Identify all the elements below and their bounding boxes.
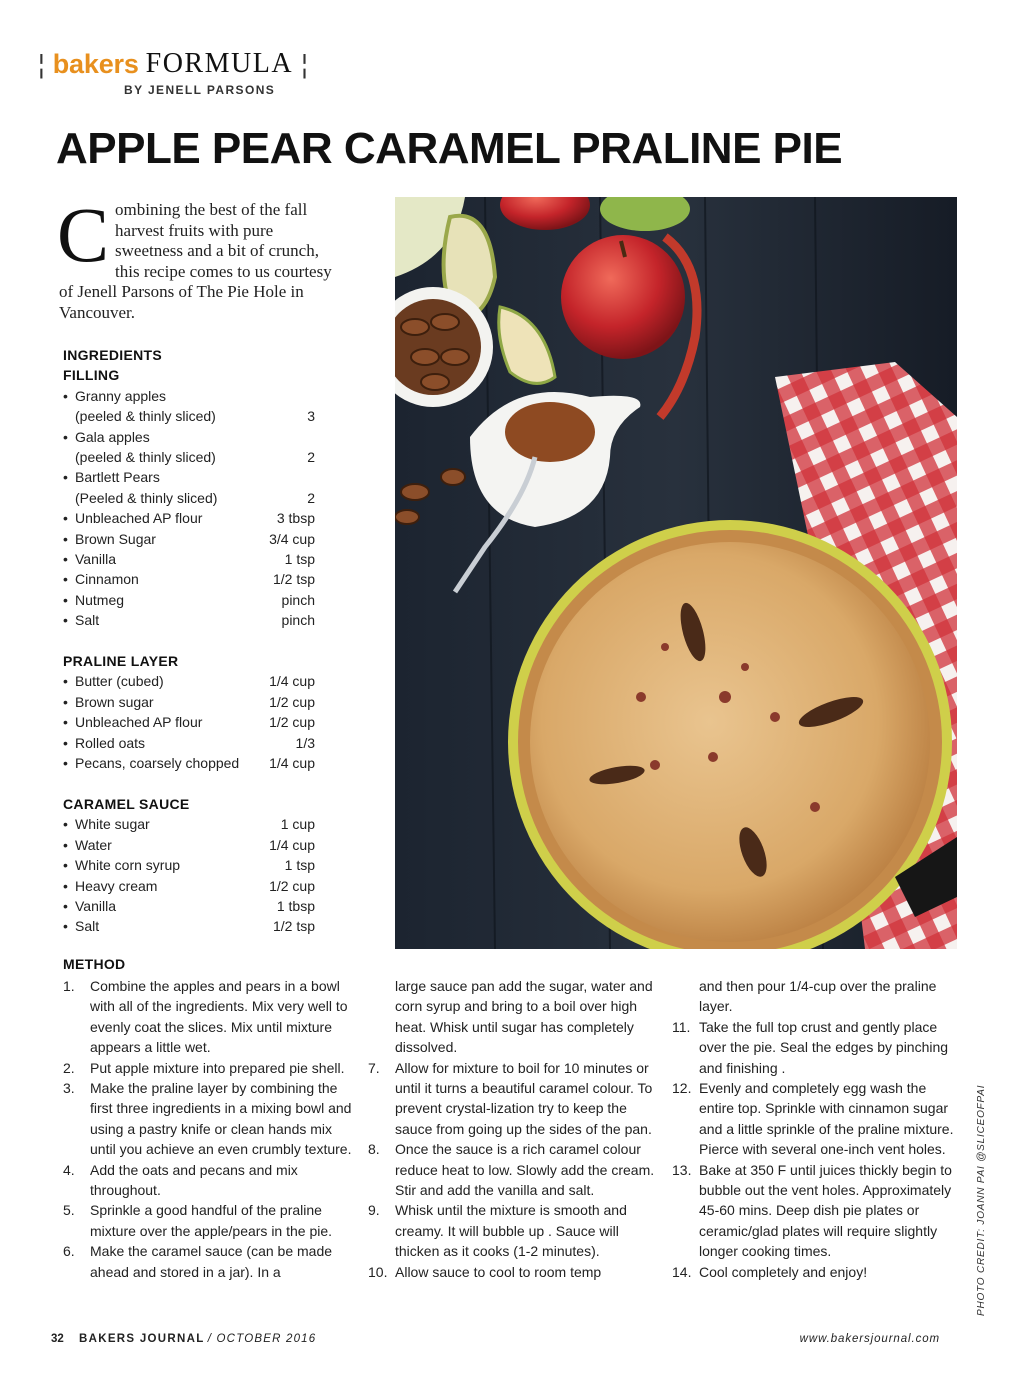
step-number: 13. bbox=[672, 1161, 692, 1178]
pie-photo bbox=[395, 197, 957, 949]
ingredient-name: • Salt bbox=[63, 610, 99, 630]
step-number: 1. bbox=[63, 978, 75, 994]
method-step bbox=[63, 976, 355, 1058]
ingredient-quantity: 1/4 cup bbox=[269, 836, 315, 853]
method-heading: METHOD bbox=[63, 956, 126, 972]
step-number: 12. bbox=[672, 1080, 692, 1097]
step-text: Take the full top crust and gently place over the pie. Seal the edges by pinching and finishing . bbox=[699, 1018, 949, 1076]
ingredient-name: • Vanilla bbox=[63, 896, 116, 916]
ingredient-row bbox=[63, 876, 315, 896]
method-step bbox=[672, 1160, 964, 1262]
article-title: APPLE PEAR CARAMEL PRALINE PIE bbox=[56, 124, 843, 173]
step-number: 11. bbox=[672, 1018, 691, 1035]
method-step-10-continued: and then pour 1/4-cup over the praline layer. bbox=[699, 978, 937, 1015]
step-number: 4. bbox=[63, 1161, 75, 1178]
ingredient-row bbox=[63, 916, 315, 936]
ingredient-name: • Nutmeg bbox=[63, 590, 124, 610]
ingredient-quantity: 1/4 cup bbox=[269, 755, 315, 772]
ingredient-name: • Gala apples bbox=[63, 427, 150, 447]
ingredient-quantity: 2 bbox=[307, 449, 315, 466]
step-text: Whisk until the mixture is smooth and creamy. It will bubble up . Sauce will thicken as it cooks (1-2 minutes). bbox=[395, 1202, 627, 1260]
ingredient-row bbox=[63, 447, 315, 467]
ingredient-row bbox=[63, 896, 315, 916]
ingredient-name: • Rolled oats bbox=[63, 733, 145, 753]
filling-heading: FILLING bbox=[63, 367, 120, 384]
method-step bbox=[63, 1160, 355, 1201]
ingredient-name: • Granny apples bbox=[63, 386, 166, 406]
step-text: Once the sauce is a rich caramel colour reduce heat to low. Slowly add the cream. Stir and add the vanilla and salt. bbox=[395, 1141, 655, 1199]
method-step bbox=[63, 1241, 355, 1282]
ingredient-name: • Brown sugar bbox=[63, 692, 154, 712]
ingredient-name: (peeled & thinly sliced) bbox=[75, 449, 216, 466]
step-number: 3. bbox=[63, 1080, 75, 1097]
ingredient-name: • Unbleached AP flour bbox=[63, 712, 202, 732]
ingredient-row bbox=[63, 692, 315, 712]
step-number: 7. bbox=[368, 1059, 380, 1076]
step-text: Sprinkle a good handful of the praline mixture over the apple/pears in the pie. bbox=[90, 1202, 333, 1239]
ingredient-row bbox=[63, 508, 315, 528]
byline: BY JENELL PARSONS bbox=[124, 83, 276, 97]
ingredient-name: • Pecans, coarsely chopped bbox=[63, 753, 239, 773]
ingredient-name: • Water bbox=[63, 835, 112, 855]
ingredient-row bbox=[63, 835, 315, 855]
ingredient-name: (peeled & thinly sliced) bbox=[75, 408, 216, 425]
ingredient-row bbox=[63, 814, 315, 834]
ingredients-list bbox=[63, 345, 315, 937]
ingredient-quantity: 2 bbox=[307, 489, 315, 506]
step-text: Make the praline layer by combining the first three ingredients in a mixing bowl and using a pastry knife or clean hands mix until you achieve an even crumbly texture. bbox=[90, 1080, 352, 1158]
praline-rows bbox=[63, 671, 315, 773]
method-step bbox=[672, 1078, 964, 1160]
ingredient-quantity: 1 cup bbox=[280, 816, 315, 833]
step-text: Bake at 350 F until juices thickly begin to bubble out the vent holes. Approximately 45-60 mins. Deep dish pie plates or ceramic/glad plates will require slightly longer cooking times. bbox=[699, 1161, 952, 1260]
ingredient-quantity: 1/3 bbox=[295, 734, 315, 751]
masthead-formula: FORMULA bbox=[145, 48, 294, 79]
method-step bbox=[368, 1200, 660, 1261]
method-step bbox=[672, 1017, 964, 1078]
journal-name: BAKERS JOURNAL bbox=[79, 1333, 205, 1345]
step-text: Allow for mixture to boil for 10 minutes or until it turns a beautiful caramel colour. To prevent crystal-lization try to keep the sauce from going up the sides of the pan. bbox=[395, 1059, 653, 1137]
intro-text: ombining the best of the fall harvest fruits with pure sweetness and a bit of crunch, this recipe comes to us courtesy of Jenell Parsons of The Pie Hole in Vancouver. bbox=[59, 200, 332, 322]
step-number: 2. bbox=[63, 1059, 75, 1076]
praline-heading: PRALINE LAYER bbox=[63, 653, 179, 670]
step-number: 9. bbox=[368, 1202, 380, 1219]
ingredient-name: • White sugar bbox=[63, 814, 150, 834]
page-number: 32 bbox=[51, 1333, 64, 1345]
step-text: Make the caramel sauce (can be made ahead and stored in a jar). In a bbox=[90, 1243, 333, 1280]
ingredient-row bbox=[63, 467, 315, 487]
ingredient-row bbox=[63, 610, 315, 630]
ingredient-row bbox=[63, 733, 315, 753]
method-step bbox=[63, 1078, 355, 1160]
method-step bbox=[63, 1058, 355, 1078]
footer-publication bbox=[51, 1333, 316, 1345]
masthead-divider-right: ¦ bbox=[301, 49, 308, 79]
website-url: www.bakersjournal.com bbox=[799, 1333, 940, 1345]
ingredient-name: • Vanilla bbox=[63, 549, 116, 569]
ingredient-quantity: 3/4 cup bbox=[269, 530, 315, 547]
ingredient-row bbox=[63, 386, 315, 406]
ingredient-row bbox=[63, 569, 315, 589]
ingredient-quantity: 3 tbsp bbox=[276, 510, 315, 527]
step-number: 14. bbox=[672, 1263, 692, 1280]
ingredient-row bbox=[63, 427, 315, 447]
ingredient-quantity: 1/2 tsp bbox=[272, 918, 315, 935]
ingredient-name: • Bartlett Pears bbox=[63, 467, 160, 487]
ingredient-quantity: 1/2 cup bbox=[269, 877, 315, 894]
method-step-6-continued: large sauce pan add the sugar, water and corn syrup and bring to a boil over high heat. Whisk until sugar has completely dissolved. bbox=[395, 978, 653, 1056]
step-number: 5. bbox=[63, 1202, 75, 1219]
ingredient-row bbox=[63, 753, 315, 773]
masthead bbox=[38, 44, 308, 84]
step-text: Evenly and completely egg wash the entire top. Sprinkle with cinnamon sugar and a little sprinkle of the praline mixture. Pierce with several one-inch vent holes. bbox=[699, 1080, 954, 1158]
ingredient-quantity: pinch bbox=[281, 612, 315, 629]
method-step bbox=[368, 1262, 660, 1282]
ingredient-quantity: 1/4 cup bbox=[269, 673, 315, 690]
intro-paragraph bbox=[57, 191, 344, 323]
step-number: 8. bbox=[368, 1141, 380, 1158]
ingredient-row bbox=[63, 712, 315, 732]
method-step bbox=[672, 1262, 964, 1282]
ingredient-row bbox=[63, 529, 315, 549]
ingredient-row bbox=[63, 671, 315, 691]
masthead-divider-left: ¦ bbox=[38, 49, 45, 79]
step-text: Combine the apples and pears in a bowl with all of the ingredients. Mix very well to evenly coat the slices. Mix until mixture appears a little wet. bbox=[90, 978, 348, 1056]
ingredient-name: • Salt bbox=[63, 916, 99, 936]
ingredient-quantity: 1 tbsp bbox=[276, 897, 315, 914]
ingredient-quantity: 1/2 cup bbox=[269, 693, 315, 710]
ingredient-quantity: 1/2 tsp bbox=[272, 571, 315, 588]
ingredients-heading: INGREDIENTS bbox=[63, 347, 162, 363]
ingredient-row bbox=[63, 590, 315, 610]
ingredient-row bbox=[63, 855, 315, 875]
step-text: Cool completely and enjoy! bbox=[699, 1263, 868, 1280]
masthead-bakers: bakers bbox=[52, 48, 139, 79]
ingredient-quantity: 1 tsp bbox=[284, 551, 315, 568]
ingredient-name: • White corn syrup bbox=[63, 855, 180, 875]
method-step bbox=[368, 1139, 660, 1200]
ingredient-name: (Peeled & thinly sliced) bbox=[75, 489, 218, 506]
caramel-heading: CARAMEL SAUCE bbox=[63, 795, 190, 812]
ingredient-name: • Butter (cubed) bbox=[63, 671, 164, 691]
caramel-rows bbox=[63, 814, 315, 936]
ingredient-row bbox=[63, 488, 315, 508]
method-column-1 bbox=[63, 976, 355, 1282]
step-text: Add the oats and pecans and mix throughout. bbox=[90, 1161, 298, 1199]
ingredient-quantity: pinch bbox=[281, 591, 315, 608]
drop-cap: C bbox=[57, 191, 110, 278]
ingredient-quantity: 1 tsp bbox=[284, 857, 315, 874]
step-text: Put apple mixture into prepared pie shell. bbox=[90, 1059, 345, 1076]
method-step bbox=[63, 1200, 355, 1241]
filling-rows bbox=[63, 386, 315, 631]
step-number: 10. bbox=[368, 1263, 388, 1280]
ingredient-quantity: 3 bbox=[307, 408, 315, 425]
ingredient-row bbox=[63, 406, 315, 426]
method-step bbox=[368, 1058, 660, 1140]
step-number: 6. bbox=[63, 1243, 75, 1260]
method-column-2 bbox=[368, 976, 660, 1282]
ingredient-name: • Heavy cream bbox=[63, 876, 157, 896]
ingredient-quantity: 1/2 cup bbox=[269, 714, 315, 731]
method-column-3 bbox=[672, 976, 964, 1282]
step-text: Allow sauce to cool to room temp bbox=[395, 1263, 602, 1280]
ingredient-row bbox=[63, 549, 315, 569]
ingredient-name: • Unbleached AP flour bbox=[63, 508, 202, 528]
ingredient-name: • Brown Sugar bbox=[63, 529, 156, 549]
issue-date: / OCTOBER 2016 bbox=[207, 1333, 317, 1345]
photo-credit: PHOTO CREDIT: JOANN PAI @SLICEOFPAI bbox=[976, 1084, 987, 1316]
ingredient-name: • Cinnamon bbox=[63, 569, 139, 589]
